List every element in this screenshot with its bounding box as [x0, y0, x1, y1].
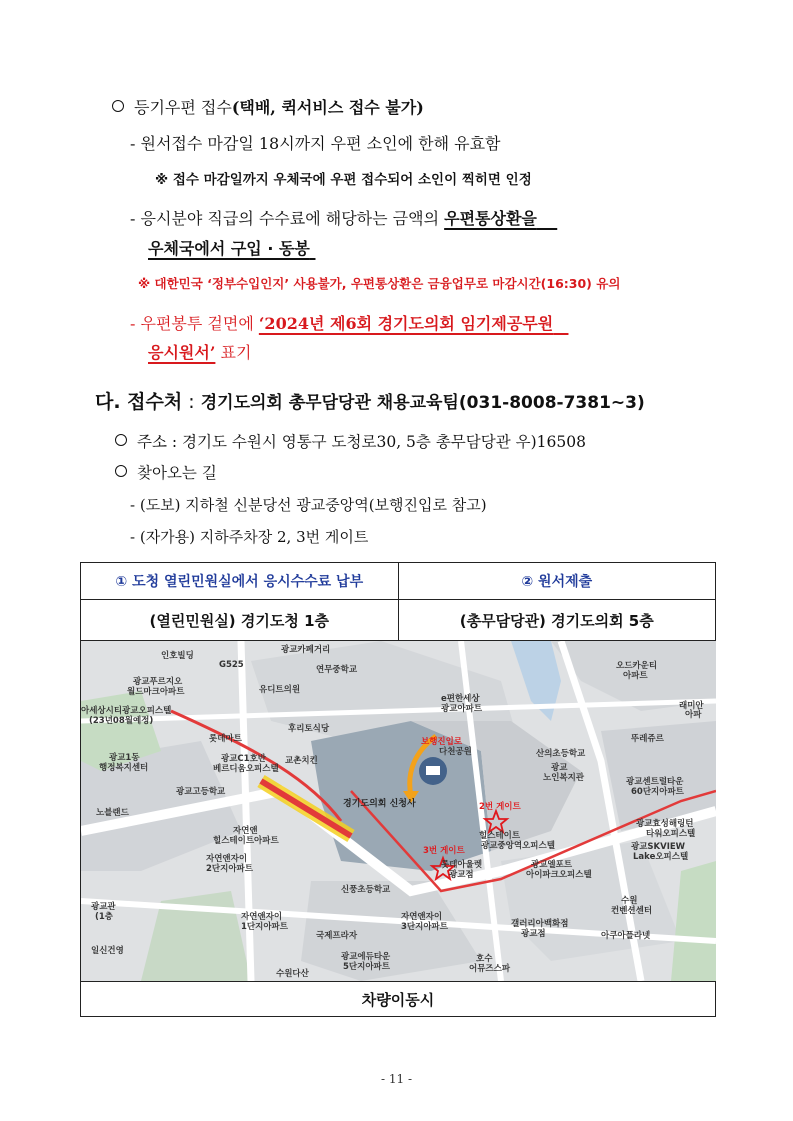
map-label-gate-2: 2번 게이트 — [479, 802, 521, 812]
map-label-assembly: 경기도의회 신청사 — [343, 799, 416, 809]
map-label: 국제프라자 — [316, 931, 358, 941]
map-label: 롯데아울렛 — [441, 860, 483, 870]
map-label: 광교SKVIEW — [631, 842, 686, 852]
map-label: 어뮤즈스파 — [469, 964, 511, 974]
map-label: 호수 — [476, 954, 493, 964]
post-envelope-text: - 우편봉투 겉면에 — [130, 314, 259, 333]
map-cell — [81, 641, 716, 982]
map-label-gate-3: 3번 게이트 — [423, 846, 465, 856]
map-label: 컨벤션센터 — [611, 906, 653, 916]
post-envelope-bold-2: 응시원서’ — [148, 343, 216, 362]
directions-walk: - (도보) 지하철 신분당선 광교중앙역(보행진입로 참고) — [130, 496, 487, 514]
map-label: 아쿠아플라넷 — [601, 931, 651, 941]
post-fee-bold: 우편통상환을 — [444, 209, 537, 228]
map-label: 광교푸르지오 — [133, 677, 183, 687]
map-label: 광교점 — [449, 870, 474, 880]
map-label: 아파 — [685, 710, 702, 720]
map-label: 광교중앙역오피스텔 — [481, 841, 555, 851]
map-label: 노인복지관 — [543, 773, 585, 783]
route-step-2: ② 원서제출 — [398, 563, 716, 600]
map-label: 산의초등학교 — [536, 749, 586, 759]
map-label: 자연앤 — [233, 826, 258, 836]
directions-car: - (자가용) 지하주차장 2, 3번 게이트 — [130, 528, 369, 546]
map-label: 뚜레쥬르 — [631, 734, 664, 744]
map-label: 광교점 — [521, 929, 546, 939]
map-label: (1층 — [95, 912, 114, 922]
route-step-1: ① 도청 열린민원실에서 응시수수료 납부 — [81, 563, 399, 600]
post-deadline: - 원서접수 마감일 18시까지 우편 소인에 한해 유효함 — [130, 134, 501, 153]
map-label: 오드카운티 — [616, 661, 658, 671]
map-label: 자연앤자이 — [401, 912, 443, 922]
route-table — [80, 562, 716, 1017]
map-label: 자연앤자이 — [206, 854, 248, 864]
post-fee-bold-2: 우체국에서 구입 · 동봉 — [148, 239, 310, 258]
receipt-heading-sep: : — [182, 391, 201, 413]
post-fee-note: ※ 대한민국 ‘정부수입인지’ 사용불가, 우편통상환은 금융업무로 마감시간(16:30) 유의 — [138, 276, 621, 291]
post-heading-text: 등기우편 접수 — [134, 98, 232, 117]
route-footer: 차량이동시 — [81, 982, 716, 1017]
post-heading-bold: (택배, 퀵서비스 접수 불가) — [231, 98, 424, 117]
post-envelope-bold: ‘2024년 제6회 경기도의회 임기제공무원 — [258, 314, 554, 333]
page-number: - 11 - — [380, 1072, 412, 1086]
receipt-heading-num: 다. 접수처 — [95, 391, 183, 413]
map-label: 광교고등학교 — [176, 787, 226, 797]
map-label: 힐스테이트 — [479, 831, 521, 841]
map-label: 타워오피스텔 — [646, 829, 696, 839]
receipt-address-text: 주소 : 경기도 수원시 영통구 도청로30, 5층 총무담당관 우)16508 — [137, 433, 586, 451]
map-label: 2단지아파트 — [206, 864, 253, 874]
map-label: 1단지아파트 — [241, 922, 288, 932]
map-label: 자연앤자이 — [241, 912, 283, 922]
route-location-2: (총무담당관) 경기도의회 5층 — [398, 600, 716, 641]
map-label: 유디트의원 — [259, 685, 301, 695]
map-label: 광교아파트 — [441, 704, 483, 714]
map-label: 광교에듀타운 — [341, 952, 391, 962]
map-label: 광교센트럴타운 — [626, 777, 684, 787]
map-label: 교촌치킨 — [285, 756, 318, 766]
map-label: 다천공원 — [439, 747, 472, 757]
map-label: 광교관 — [91, 902, 116, 912]
map-label: 수원다산 — [276, 969, 309, 979]
post-fee — [130, 206, 557, 229]
map-label-walkway: 보행진입로 — [421, 737, 463, 747]
map-label: 60단지아파트 — [631, 787, 684, 797]
post-fee-text: - 응시분야 직급의 수수료에 해당하는 금액의 — [130, 209, 445, 228]
receipt-heading — [95, 387, 645, 414]
location-map — [81, 641, 716, 981]
post-heading — [112, 95, 424, 118]
map-label: 광교효성해링턴 — [636, 819, 694, 829]
map-label: 3단지아파트 — [401, 922, 448, 932]
receipt-directions — [115, 461, 217, 483]
post-fee-2 — [148, 236, 315, 259]
circle-bullet-icon — [115, 465, 127, 477]
map-label: 월드마크아파트 — [127, 687, 185, 697]
map-label: e편한세상 — [441, 694, 480, 704]
map-label: 연무중학교 — [316, 665, 358, 675]
map-label: 베르디움오피스텔 — [213, 764, 279, 774]
map-label: 광교 — [551, 763, 568, 773]
map-label: 5단지아파트 — [343, 962, 390, 972]
map-label: 광교엘포트 — [531, 860, 573, 870]
circle-bullet-icon — [112, 100, 124, 112]
map-label: 일신건영 — [91, 946, 124, 956]
map-label: 래미안 — [679, 701, 704, 711]
circle-bullet-icon — [115, 434, 127, 446]
map-label: 광교카페거리 — [281, 645, 331, 655]
map-label: 아이파크오피스텔 — [526, 870, 592, 880]
receipt-directions-label: 찾아오는 길 — [137, 464, 217, 482]
assembly-building-icon — [426, 766, 440, 775]
post-note: ※ 접수 마감일까지 우체국에 우편 접수되어 소인이 찍히면 인정 — [155, 172, 532, 188]
map-label: 광교1동 — [109, 753, 140, 763]
receipt-address — [115, 430, 586, 452]
map-label: 인호빌딩 — [161, 651, 194, 661]
post-envelope-tail: 표기 — [215, 343, 252, 362]
route-location-1: (열린민원실) 경기도청 1층 — [81, 600, 399, 641]
map-label: Lake오피스텔 — [633, 852, 689, 862]
post-envelope — [130, 311, 568, 334]
map-label: 행정복지센터 — [99, 763, 149, 773]
map-label: 롯데마트 — [209, 734, 242, 744]
map-label: 광교C1호반 — [221, 754, 266, 764]
map-label: (23년08월예정) — [89, 716, 154, 726]
post-envelope-2 — [148, 340, 251, 363]
map-label: 노블랜드 — [96, 808, 129, 818]
map-label: 아파트 — [623, 671, 648, 681]
map-label: 후리토식당 — [288, 724, 330, 734]
receipt-heading-text: 경기도의회 총무담당관 채용교육팀(031-8008-7381~3) — [200, 393, 645, 413]
map-label: 힐스테이트아파트 — [213, 836, 279, 846]
map-label: 갤러리아백화점 — [511, 919, 569, 929]
map-label: 신풍초등학교 — [341, 885, 391, 895]
map-label: G525 — [219, 660, 244, 670]
map-label: 아세상시티광교오피스텔 — [81, 706, 172, 716]
map-label: 수원 — [621, 896, 638, 906]
